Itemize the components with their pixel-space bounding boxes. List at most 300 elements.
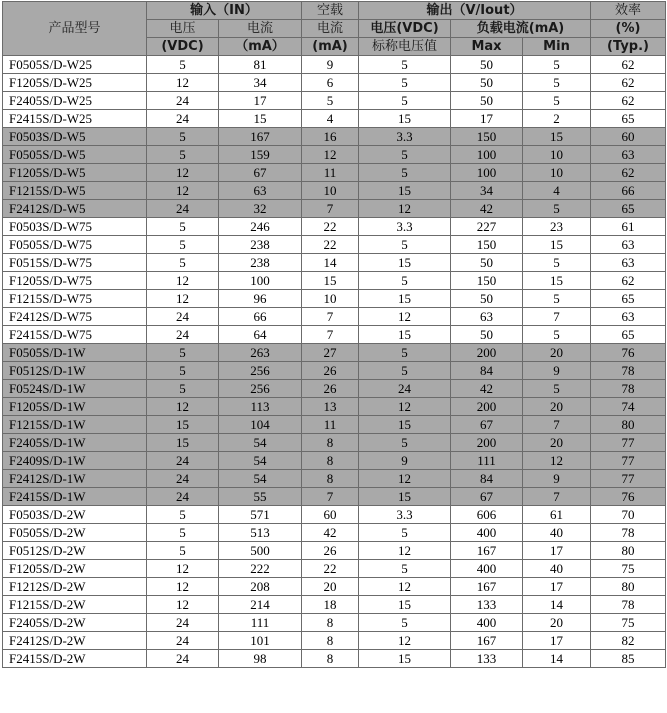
- load-max-cell: 200: [451, 434, 523, 452]
- input-voltage-cell: 12: [147, 596, 219, 614]
- input-voltage-cell: 24: [147, 470, 219, 488]
- efficiency-cell: 77: [591, 470, 666, 488]
- input-voltage-cell: 5: [147, 146, 219, 164]
- noload-current-cell: 8: [302, 452, 359, 470]
- noload-current-cell: 13: [302, 398, 359, 416]
- load-min-cell: 17: [523, 542, 591, 560]
- input-current-cell: 256: [219, 380, 302, 398]
- table-row: [3, 92, 666, 110]
- noload-current-cell: 22: [302, 236, 359, 254]
- noload-current-cell: 7: [302, 326, 359, 344]
- output-voltage-cell: 5: [359, 524, 451, 542]
- output-voltage-cell: 12: [359, 308, 451, 326]
- table-row: [3, 218, 666, 236]
- model-cell: F0505S/D-2W: [3, 524, 147, 542]
- input-voltage-cell: 24: [147, 632, 219, 650]
- efficiency-cell: 76: [591, 344, 666, 362]
- input-current-cell: 513: [219, 524, 302, 542]
- load-max-cell: 400: [451, 560, 523, 578]
- efficiency-cell: 74: [591, 398, 666, 416]
- output-voltage-cell: 12: [359, 200, 451, 218]
- model-cell: F0503S/D-2W: [3, 506, 147, 524]
- table-row: [3, 524, 666, 542]
- load-max-cell: 50: [451, 92, 523, 110]
- table-row: [3, 110, 666, 128]
- input-voltage-cell: 24: [147, 92, 219, 110]
- input-current-cell: 263: [219, 344, 302, 362]
- load-min-cell: 17: [523, 632, 591, 650]
- table-header: [3, 2, 666, 56]
- noload-current-cell: 26: [302, 542, 359, 560]
- load-max-cell: 100: [451, 146, 523, 164]
- efficiency-cell: 77: [591, 452, 666, 470]
- output-voltage-cell: 5: [359, 236, 451, 254]
- load-min-cell: 5: [523, 74, 591, 92]
- noload-current-cell: 11: [302, 416, 359, 434]
- output-voltage-cell: 12: [359, 578, 451, 596]
- noload-current-cell: 4: [302, 110, 359, 128]
- efficiency-cell: 80: [591, 578, 666, 596]
- input-voltage-cell: 5: [147, 380, 219, 398]
- model-cell: F2405S/D-W25: [3, 92, 147, 110]
- output-voltage-cell: 5: [359, 146, 451, 164]
- model-cell: F0512S/D-2W: [3, 542, 147, 560]
- model-cell: F2415S/D-1W: [3, 488, 147, 506]
- load-min-cell: 40: [523, 560, 591, 578]
- input-voltage-cell: 5: [147, 128, 219, 146]
- input-current-cell: 246: [219, 218, 302, 236]
- output-voltage-cell: 24: [359, 380, 451, 398]
- table-row: [3, 542, 666, 560]
- header-output-voltage: 电压(VDC): [359, 20, 451, 38]
- input-current-cell: 100: [219, 272, 302, 290]
- output-voltage-cell: 12: [359, 542, 451, 560]
- input-current-cell: 238: [219, 236, 302, 254]
- load-min-cell: 7: [523, 308, 591, 326]
- header-input-voltage-unit: (VDC): [147, 38, 219, 56]
- model-cell: F1215S/D-1W: [3, 416, 147, 434]
- table-row: [3, 614, 666, 632]
- table-row: [3, 164, 666, 182]
- output-voltage-cell: 12: [359, 470, 451, 488]
- model-cell: F1205S/D-1W: [3, 398, 147, 416]
- table-row: [3, 560, 666, 578]
- table-row: [3, 56, 666, 74]
- product-spec-table: [2, 1, 666, 668]
- header-efficiency-line3: (Typ.): [591, 38, 666, 56]
- output-voltage-cell: 15: [359, 290, 451, 308]
- table-row: [3, 308, 666, 326]
- load-max-cell: 200: [451, 398, 523, 416]
- noload-current-cell: 10: [302, 182, 359, 200]
- load-max-cell: 150: [451, 272, 523, 290]
- input-current-cell: 54: [219, 470, 302, 488]
- model-cell: F0524S/D-1W: [3, 380, 147, 398]
- header-efficiency-line2: (%): [591, 20, 666, 38]
- efficiency-cell: 63: [591, 254, 666, 272]
- load-min-cell: 61: [523, 506, 591, 524]
- input-voltage-cell: 24: [147, 452, 219, 470]
- output-voltage-cell: 5: [359, 74, 451, 92]
- efficiency-cell: 66: [591, 182, 666, 200]
- output-voltage-cell: 12: [359, 398, 451, 416]
- table-row: [3, 434, 666, 452]
- efficiency-cell: 61: [591, 218, 666, 236]
- load-max-cell: 111: [451, 452, 523, 470]
- input-voltage-cell: 12: [147, 74, 219, 92]
- table-row: [3, 380, 666, 398]
- load-max-cell: 67: [451, 416, 523, 434]
- input-current-cell: 167: [219, 128, 302, 146]
- input-current-cell: 214: [219, 596, 302, 614]
- table-row: [3, 362, 666, 380]
- load-min-cell: 7: [523, 488, 591, 506]
- noload-current-cell: 5: [302, 92, 359, 110]
- header-max: Max: [451, 38, 523, 56]
- load-max-cell: 34: [451, 182, 523, 200]
- load-max-cell: 100: [451, 164, 523, 182]
- output-voltage-cell: 3.3: [359, 128, 451, 146]
- efficiency-cell: 78: [591, 380, 666, 398]
- model-cell: F0503S/D-W75: [3, 218, 147, 236]
- input-current-cell: 98: [219, 650, 302, 668]
- input-voltage-cell: 24: [147, 308, 219, 326]
- input-voltage-cell: 5: [147, 218, 219, 236]
- table-row: [3, 452, 666, 470]
- table-body: [3, 56, 666, 668]
- input-voltage-cell: 24: [147, 488, 219, 506]
- noload-current-cell: 27: [302, 344, 359, 362]
- input-current-cell: 81: [219, 56, 302, 74]
- header-input-current-unit: （mA）: [219, 38, 302, 56]
- table-row: [3, 578, 666, 596]
- input-current-cell: 96: [219, 290, 302, 308]
- header-noload-unit: (mA): [302, 38, 359, 56]
- load-min-cell: 4: [523, 182, 591, 200]
- output-voltage-cell: 15: [359, 416, 451, 434]
- model-cell: F2409S/D-1W: [3, 452, 147, 470]
- load-min-cell: 14: [523, 650, 591, 668]
- noload-current-cell: 11: [302, 164, 359, 182]
- output-voltage-cell: 5: [359, 614, 451, 632]
- load-max-cell: 50: [451, 254, 523, 272]
- noload-current-cell: 7: [302, 488, 359, 506]
- load-max-cell: 17: [451, 110, 523, 128]
- load-min-cell: 15: [523, 128, 591, 146]
- load-min-cell: 5: [523, 92, 591, 110]
- table-row: [3, 74, 666, 92]
- input-voltage-cell: 5: [147, 56, 219, 74]
- load-min-cell: 10: [523, 164, 591, 182]
- input-current-cell: 54: [219, 434, 302, 452]
- model-cell: F2415S/D-W75: [3, 326, 147, 344]
- load-max-cell: 67: [451, 488, 523, 506]
- noload-current-cell: 9: [302, 56, 359, 74]
- model-cell: F0505S/D-W5: [3, 146, 147, 164]
- load-max-cell: 50: [451, 74, 523, 92]
- input-voltage-cell: 12: [147, 290, 219, 308]
- input-voltage-cell: 5: [147, 542, 219, 560]
- output-voltage-cell: 5: [359, 164, 451, 182]
- spec-table-container: [2, 1, 666, 668]
- header-efficiency-line1: 效率: [591, 2, 666, 20]
- input-current-cell: 159: [219, 146, 302, 164]
- noload-current-cell: 26: [302, 362, 359, 380]
- input-voltage-cell: 5: [147, 344, 219, 362]
- efficiency-cell: 62: [591, 56, 666, 74]
- table-row: [3, 236, 666, 254]
- model-cell: F0515S/D-W75: [3, 254, 147, 272]
- load-min-cell: 2: [523, 110, 591, 128]
- output-voltage-cell: 5: [359, 344, 451, 362]
- load-min-cell: 40: [523, 524, 591, 542]
- noload-current-cell: 14: [302, 254, 359, 272]
- input-voltage-cell: 12: [147, 560, 219, 578]
- table-row: [3, 416, 666, 434]
- noload-current-cell: 22: [302, 218, 359, 236]
- noload-current-cell: 6: [302, 74, 359, 92]
- load-min-cell: 5: [523, 326, 591, 344]
- table-row: [3, 488, 666, 506]
- load-max-cell: 50: [451, 290, 523, 308]
- input-voltage-cell: 5: [147, 524, 219, 542]
- output-voltage-cell: 5: [359, 272, 451, 290]
- output-voltage-cell: 9: [359, 452, 451, 470]
- input-voltage-cell: 5: [147, 254, 219, 272]
- header-noload-line2: 电流: [302, 20, 359, 38]
- load-max-cell: 150: [451, 236, 523, 254]
- efficiency-cell: 77: [591, 434, 666, 452]
- noload-current-cell: 18: [302, 596, 359, 614]
- efficiency-cell: 76: [591, 488, 666, 506]
- model-cell: F2405S/D-2W: [3, 614, 147, 632]
- header-load-current: 负载电流(mA): [451, 20, 591, 38]
- header-input-current: 电流: [219, 20, 302, 38]
- output-voltage-cell: 3.3: [359, 218, 451, 236]
- header-input-voltage: 电压: [147, 20, 219, 38]
- input-current-cell: 32: [219, 200, 302, 218]
- load-max-cell: 606: [451, 506, 523, 524]
- efficiency-cell: 65: [591, 110, 666, 128]
- efficiency-cell: 78: [591, 524, 666, 542]
- noload-current-cell: 7: [302, 308, 359, 326]
- output-voltage-cell: 15: [359, 650, 451, 668]
- load-min-cell: 20: [523, 614, 591, 632]
- efficiency-cell: 63: [591, 308, 666, 326]
- load-min-cell: 17: [523, 578, 591, 596]
- input-current-cell: 208: [219, 578, 302, 596]
- input-voltage-cell: 12: [147, 398, 219, 416]
- load-min-cell: 9: [523, 470, 591, 488]
- table-row: [3, 182, 666, 200]
- input-voltage-cell: 15: [147, 416, 219, 434]
- load-min-cell: 14: [523, 596, 591, 614]
- model-cell: F1205S/D-2W: [3, 560, 147, 578]
- output-voltage-cell: 15: [359, 110, 451, 128]
- model-cell: F2405S/D-1W: [3, 434, 147, 452]
- noload-current-cell: 15: [302, 272, 359, 290]
- load-max-cell: 42: [451, 200, 523, 218]
- load-max-cell: 167: [451, 542, 523, 560]
- input-voltage-cell: 5: [147, 236, 219, 254]
- noload-current-cell: 60: [302, 506, 359, 524]
- noload-current-cell: 22: [302, 560, 359, 578]
- output-voltage-cell: 12: [359, 632, 451, 650]
- load-max-cell: 63: [451, 308, 523, 326]
- input-current-cell: 222: [219, 560, 302, 578]
- output-voltage-cell: 15: [359, 596, 451, 614]
- model-cell: F1205S/D-W75: [3, 272, 147, 290]
- noload-current-cell: 10: [302, 290, 359, 308]
- input-current-cell: 238: [219, 254, 302, 272]
- load-min-cell: 15: [523, 236, 591, 254]
- load-min-cell: 5: [523, 254, 591, 272]
- model-cell: F1215S/D-W5: [3, 182, 147, 200]
- input-voltage-cell: 24: [147, 650, 219, 668]
- output-voltage-cell: 5: [359, 560, 451, 578]
- load-max-cell: 42: [451, 380, 523, 398]
- input-voltage-cell: 24: [147, 614, 219, 632]
- input-voltage-cell: 12: [147, 272, 219, 290]
- model-cell: F0505S/D-W25: [3, 56, 147, 74]
- input-current-cell: 500: [219, 542, 302, 560]
- input-voltage-cell: 24: [147, 200, 219, 218]
- header-output-nominal: 标称电压值: [359, 38, 451, 56]
- load-min-cell: 9: [523, 362, 591, 380]
- model-cell: F1215S/D-2W: [3, 596, 147, 614]
- table-row: [3, 344, 666, 362]
- input-voltage-cell: 12: [147, 164, 219, 182]
- efficiency-cell: 65: [591, 200, 666, 218]
- efficiency-cell: 65: [591, 290, 666, 308]
- input-current-cell: 67: [219, 164, 302, 182]
- model-cell: F2412S/D-1W: [3, 470, 147, 488]
- efficiency-cell: 60: [591, 128, 666, 146]
- output-voltage-cell: 5: [359, 362, 451, 380]
- efficiency-cell: 82: [591, 632, 666, 650]
- load-min-cell: 7: [523, 416, 591, 434]
- output-voltage-cell: 5: [359, 92, 451, 110]
- output-voltage-cell: 15: [359, 326, 451, 344]
- load-max-cell: 50: [451, 326, 523, 344]
- table-row: [3, 146, 666, 164]
- load-min-cell: 10: [523, 146, 591, 164]
- load-max-cell: 133: [451, 650, 523, 668]
- table-row: [3, 398, 666, 416]
- input-current-cell: 55: [219, 488, 302, 506]
- model-cell: F0505S/D-W75: [3, 236, 147, 254]
- input-voltage-cell: 12: [147, 182, 219, 200]
- efficiency-cell: 63: [591, 236, 666, 254]
- header-model: 产品型号: [3, 2, 147, 56]
- model-cell: F1205S/D-W5: [3, 164, 147, 182]
- noload-current-cell: 12: [302, 146, 359, 164]
- model-cell: F0503S/D-W5: [3, 128, 147, 146]
- model-cell: F2415S/D-2W: [3, 650, 147, 668]
- efficiency-cell: 62: [591, 272, 666, 290]
- input-voltage-cell: 5: [147, 506, 219, 524]
- table-row: [3, 128, 666, 146]
- load-min-cell: 15: [523, 272, 591, 290]
- input-current-cell: 64: [219, 326, 302, 344]
- load-max-cell: 167: [451, 632, 523, 650]
- header-min: Min: [523, 38, 591, 56]
- input-current-cell: 34: [219, 74, 302, 92]
- table-row: [3, 254, 666, 272]
- noload-current-cell: 42: [302, 524, 359, 542]
- model-cell: F2412S/D-W75: [3, 308, 147, 326]
- output-voltage-cell: 15: [359, 254, 451, 272]
- input-current-cell: 104: [219, 416, 302, 434]
- input-current-cell: 571: [219, 506, 302, 524]
- input-current-cell: 66: [219, 308, 302, 326]
- load-min-cell: 20: [523, 434, 591, 452]
- table-row: [3, 290, 666, 308]
- model-cell: F1212S/D-2W: [3, 578, 147, 596]
- table-row: [3, 326, 666, 344]
- load-max-cell: 400: [451, 524, 523, 542]
- header-noload-line1: 空载: [302, 2, 359, 20]
- efficiency-cell: 85: [591, 650, 666, 668]
- efficiency-cell: 62: [591, 164, 666, 182]
- noload-current-cell: 20: [302, 578, 359, 596]
- load-max-cell: 167: [451, 578, 523, 596]
- noload-current-cell: 8: [302, 632, 359, 650]
- efficiency-cell: 65: [591, 326, 666, 344]
- model-cell: F1205S/D-W25: [3, 74, 147, 92]
- load-max-cell: 400: [451, 614, 523, 632]
- table-row: [3, 200, 666, 218]
- input-voltage-cell: 24: [147, 110, 219, 128]
- output-voltage-cell: 3.3: [359, 506, 451, 524]
- model-cell: F2412S/D-2W: [3, 632, 147, 650]
- efficiency-cell: 75: [591, 560, 666, 578]
- table-row: [3, 470, 666, 488]
- load-min-cell: 12: [523, 452, 591, 470]
- load-min-cell: 20: [523, 344, 591, 362]
- noload-current-cell: 8: [302, 434, 359, 452]
- load-max-cell: 133: [451, 596, 523, 614]
- input-current-cell: 63: [219, 182, 302, 200]
- noload-current-cell: 8: [302, 470, 359, 488]
- input-current-cell: 113: [219, 398, 302, 416]
- input-current-cell: 101: [219, 632, 302, 650]
- efficiency-cell: 78: [591, 596, 666, 614]
- table-row: [3, 506, 666, 524]
- model-cell: F0505S/D-1W: [3, 344, 147, 362]
- load-min-cell: 5: [523, 56, 591, 74]
- load-max-cell: 200: [451, 344, 523, 362]
- table-row: [3, 650, 666, 668]
- input-voltage-cell: 15: [147, 434, 219, 452]
- table-row: [3, 596, 666, 614]
- model-cell: F1215S/D-W75: [3, 290, 147, 308]
- efficiency-cell: 80: [591, 416, 666, 434]
- header-input: 输入（IN）: [147, 2, 302, 20]
- input-voltage-cell: 24: [147, 326, 219, 344]
- table-row: [3, 632, 666, 650]
- load-min-cell: 20: [523, 398, 591, 416]
- noload-current-cell: 26: [302, 380, 359, 398]
- header-output: 输出（V/Iout）: [359, 2, 591, 20]
- load-max-cell: 227: [451, 218, 523, 236]
- output-voltage-cell: 5: [359, 56, 451, 74]
- input-current-cell: 17: [219, 92, 302, 110]
- load-max-cell: 50: [451, 56, 523, 74]
- efficiency-cell: 63: [591, 146, 666, 164]
- efficiency-cell: 62: [591, 92, 666, 110]
- input-current-cell: 15: [219, 110, 302, 128]
